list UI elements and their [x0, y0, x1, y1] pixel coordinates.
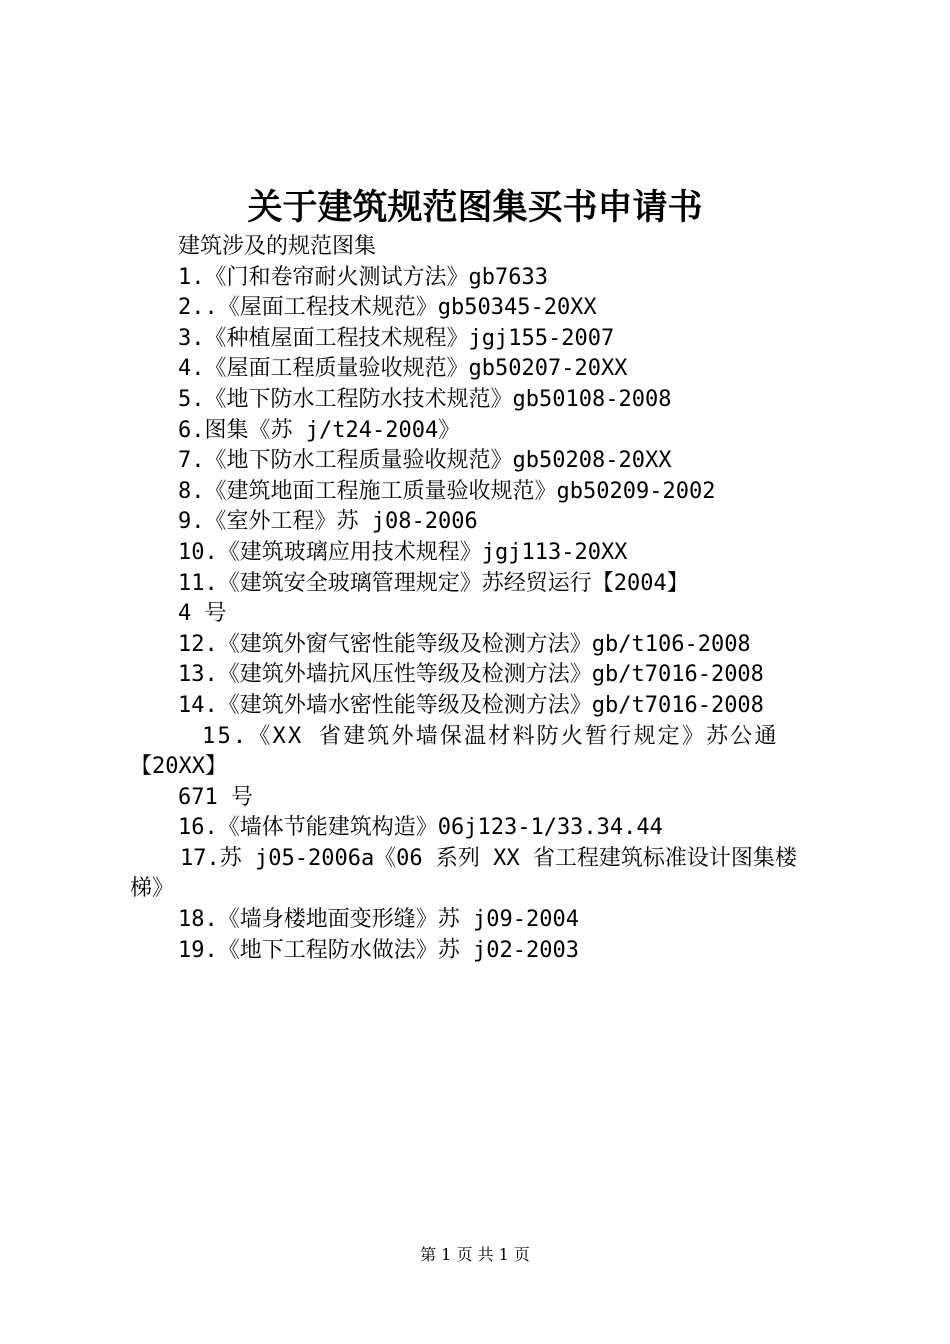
list-item: 8.《建筑地面工程施工质量验收规范》gb50209-2002 — [178, 478, 716, 504]
document-body — [0, 232, 950, 966]
list-item: 5.《地下防水工程防水技术规范》gb50108-2008 — [178, 386, 672, 412]
list-item: 6.图集《苏 j/t24-2004》 — [178, 417, 461, 443]
list-item: 2..《屋面工程技术规范》gb50345-20XX — [178, 295, 597, 321]
intro-text: 建筑涉及的规范图集 — [178, 234, 377, 259]
list-item: 15.《XX 省建筑外墙保温材料防火暂行规定》苏公通 — [202, 723, 779, 749]
list-item-continuation: 671 号 — [178, 784, 253, 810]
list-item: 1.《门和卷帘耐火测试方法》gb7633 — [178, 264, 548, 290]
list-item-continuation: 【20XX】 — [130, 754, 227, 780]
list-item: 4.《屋面工程质量验收规范》gb50207-20XX — [178, 356, 628, 382]
list-item-continuation: 梯》 — [130, 876, 175, 902]
document-title: 关于建筑规范图集买书申请书 — [247, 187, 703, 228]
list-item: 12.《建筑外窗气密性能等级及检测方法》gb/t106-2008 — [178, 631, 751, 657]
list-item: 11.《建筑安全玻璃管理规定》苏经贸运行【2004】 — [178, 570, 689, 596]
list-item: 17.苏 j05-2006a《06 系列 XX 省工程建筑标准设计图集楼 — [180, 845, 797, 871]
list-item: 19.《地下工程防水做法》苏 j02-2003 — [178, 937, 579, 963]
list-item: 14.《建筑外墙水密性能等级及检测方法》gb/t7016-2008 — [178, 692, 764, 718]
list-item: 7.《地下防水工程质量验收规范》gb50208-20XX — [178, 448, 672, 474]
list-item: 13.《建筑外墙抗风压性等级及检测方法》gb/t7016-2008 — [178, 662, 764, 688]
list-item: 9.《室外工程》苏 j08-2006 — [178, 509, 478, 535]
list-item: 3.《种植屋面工程技术规程》jgj155-2007 — [178, 325, 615, 351]
list-item: 18.《墙身楼地面变形缝》苏 j09-2004 — [178, 907, 579, 933]
page-footer: 第 1 页 共 1 页 — [420, 1245, 530, 1264]
list-item: 16.《墙体节能建筑构造》06j123-1/33.34.44 — [178, 815, 663, 841]
list-item-continuation: 4 号 — [178, 601, 227, 627]
list-item: 10.《建筑玻璃应用技术规程》jgj113-20XX — [178, 539, 628, 565]
